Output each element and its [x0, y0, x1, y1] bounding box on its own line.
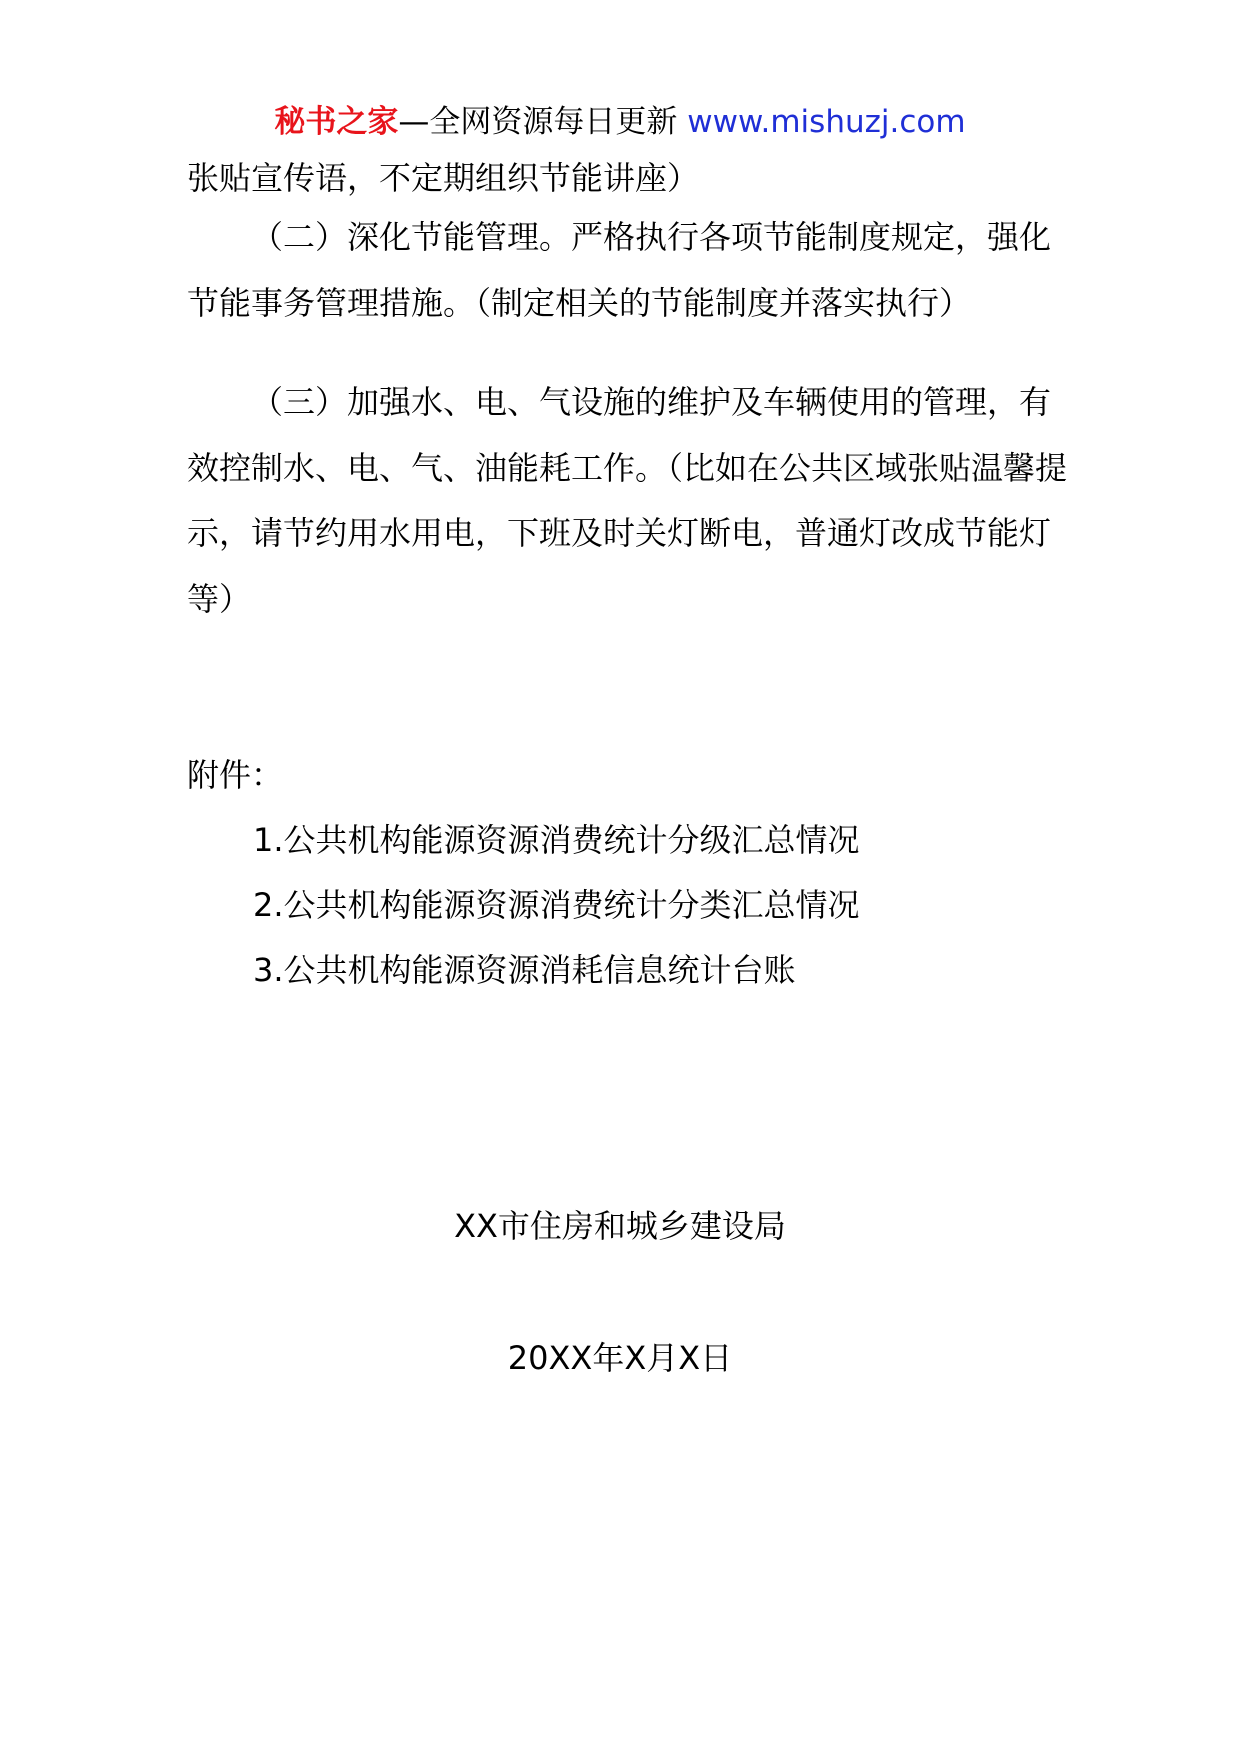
issuing-organization: XX市住房和城乡建设局	[454, 1207, 786, 1245]
site-url-link[interactable]: www.mishuzj.com	[687, 104, 966, 140]
section-two-paragraph: （二）深化节能管理。严格执行各项节能制度规定，强化节能事务管理措施。（制定相关的节能制度并落实执行）	[187, 218, 1052, 322]
brand-name: 秘书之家	[274, 104, 399, 140]
continuation-paragraph: 张贴宣传语，不定期组织节能讲座）	[187, 159, 700, 197]
page-header	[0, 100, 1240, 144]
attachment-item: 3.公共机构能源资源消耗信息统计台账	[253, 951, 796, 989]
issue-date: 20XX年X月X日	[507, 1339, 733, 1377]
header-tagline: —全网资源每日更新	[398, 104, 678, 140]
attachment-item: 1.公共机构能源资源消费统计分级汇总情况	[253, 821, 860, 859]
section-three-paragraph: （三）加强水、电、气设施的维护及车辆使用的管理，有效控制水、电、气、油能耗工作。（比如在公共区域张贴温馨提示，请节约用水用电，下班及时关灯断电，普通灯改成节能灯等）	[187, 383, 1068, 618]
attachments-label: 附件：	[187, 756, 284, 794]
attachment-item: 2.公共机构能源资源消费统计分类汇总情况	[253, 886, 860, 924]
